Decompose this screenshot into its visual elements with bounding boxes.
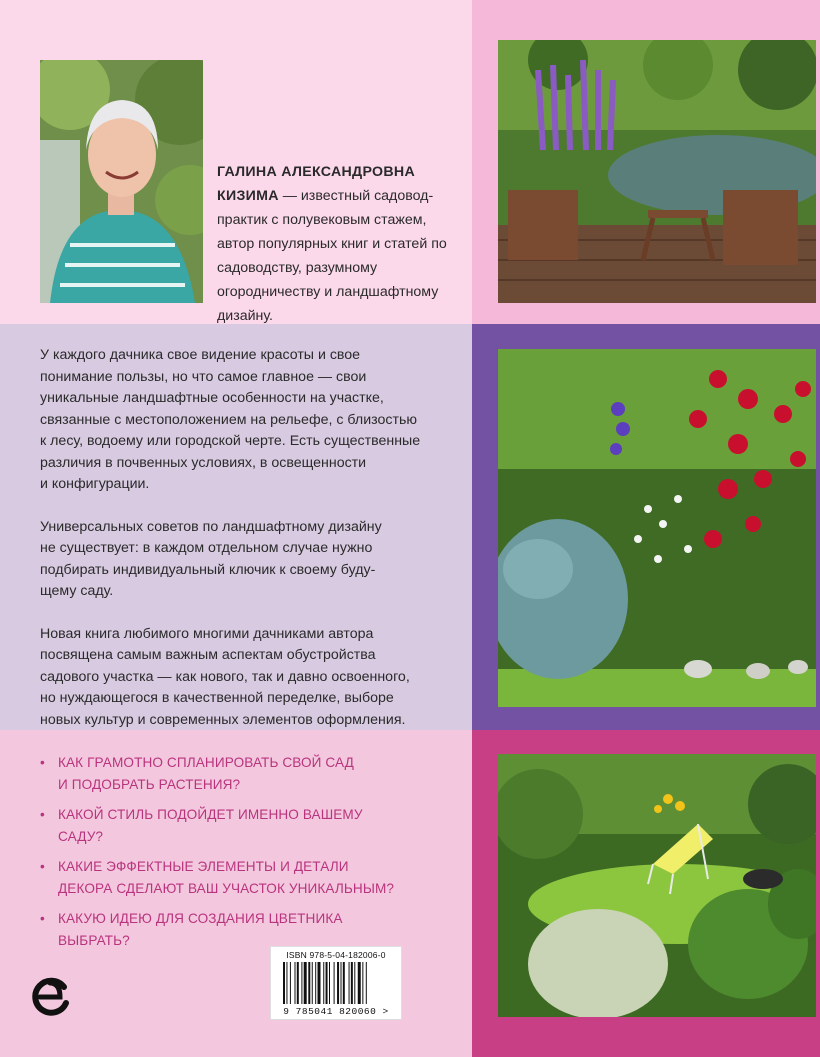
bullet-icon: • [40,859,45,874]
bullet-icon: • [40,807,45,822]
description-paragraph: У каждого дачника свое видение красоты и свое понимание пользы, но что самое главное — свои уникальные ландшафтные особенности на участке, связанные с местоположением на рельефе, с близостью к лесу, водоему или городской черте. Есть существенные различия в почвенных условиях, в освещенности и конфигурации. [40,347,421,492]
garden-pond-photo [498,40,816,303]
bullet-icon: • [40,911,45,926]
publisher-logo-icon [30,973,72,1019]
description-paragraph: Универсальных советов по ландшафтному дизайну не существует: в каждом отдельном случае нужно подбирать индивидуальный ключик к своему буду- щему саду. [40,518,382,599]
author-bio-text: — известный садовод-практик с полувековым стажем, автор популярных книг и статей по садоводству, разумному огородничеству и ландшафтному дизайну. [217,188,447,324]
barcode-bars-icon [283,962,391,1004]
questions-list [40,752,460,960]
isbn-barcode [270,946,402,1020]
book-description [40,345,460,752]
question-item [40,804,460,848]
flower-bed-photo [498,349,816,707]
question-text: КАКУЮ ИДЕЮ ДЛЯ СОЗДАНИЯ ЦВЕТНИКА ВЫБРАТЬ? [58,911,343,948]
author-name: ГАЛИНА АЛЕКСАНДРОВНА КИЗИМА [217,164,416,204]
barcode-digits: 9 785041 820060 > [283,1006,389,1017]
question-item [40,856,460,900]
question-item [40,752,460,796]
question-text: КАКОЙ СТИЛЬ ПОДОЙДЕТ ИМЕННО ВАШЕМУ САДУ? [58,807,363,844]
description-paragraph: Новая книга любимого многими дачниками автора посвящена самым важным аспектам обустройства садового участка — как нового, так и давно освоенного, но нуждающегося в качественной переделке, выборе новых культур и современных элементов оформления. [40,625,410,728]
bullet-icon: • [40,755,45,770]
question-text: КАКИЕ ЭФФЕКТНЫЕ ЭЛЕМЕНТЫ И ДЕТАЛИ ДЕКОРА СДЕЛАЮТ ВАШ УЧАСТОК УНИКАЛЬНЫМ? [58,859,395,896]
garden-lawn-photo [498,754,816,1017]
isbn-number: ISBN 978-5-04-182006-0 [286,950,386,960]
author-bio [217,160,462,328]
author-photo [40,60,203,303]
question-text: КАК ГРАМОТНО СПЛАНИРОВАТЬ СВОЙ САД И ПОДОБРАТЬ РАСТЕНИЯ? [58,755,354,792]
